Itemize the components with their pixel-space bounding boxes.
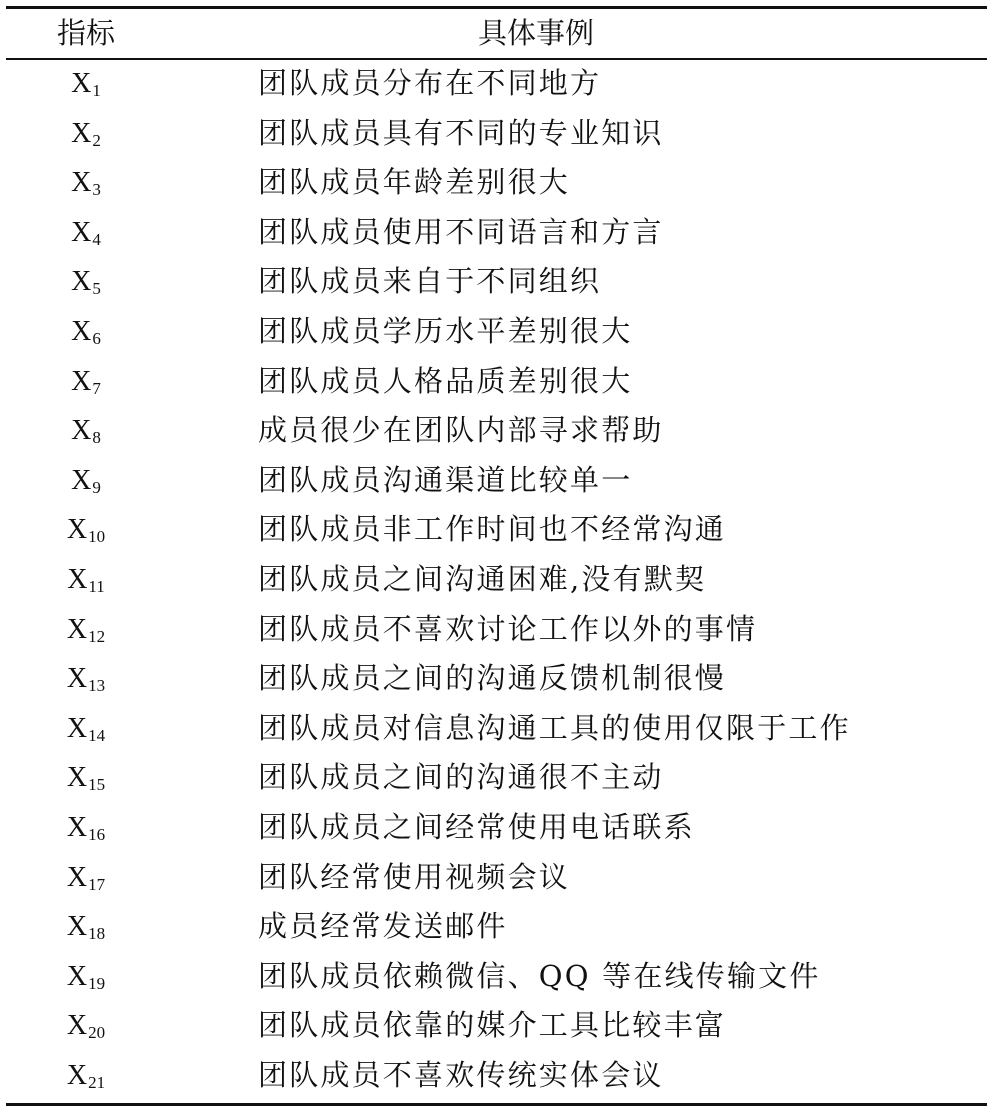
row-indicator <box>6 208 166 258</box>
row-example: 成员很少在团队内部寻求帮助 <box>258 413 664 448</box>
indicator-base: X <box>66 811 88 843</box>
header-indicator: 指标 <box>56 16 115 50</box>
indicator-subscript: 2 <box>92 130 101 150</box>
indicator-subscript: 3 <box>92 180 101 200</box>
indicator-subscript: 17 <box>88 874 106 894</box>
row-indicator <box>6 853 166 903</box>
row-example: 团队成员不喜欢传统实体会议 <box>258 1057 664 1092</box>
row-example: 团队成员具有不同的专业知识 <box>258 115 664 150</box>
indicator-subscript: 21 <box>88 1072 106 1092</box>
row-example: 团队成员依靠的媒介工具比较丰富 <box>258 1008 727 1043</box>
indicator-base: X <box>71 117 92 149</box>
indicator-base: X <box>66 911 88 943</box>
row-indicator <box>6 803 166 853</box>
indicator-base: X <box>66 762 88 794</box>
row-example: 团队成员之间的沟通很不主动 <box>258 760 664 795</box>
row-example: 团队成员来自于不同组织 <box>258 264 602 299</box>
row-example: 团队成员之间沟通困难,没有默契 <box>258 561 707 596</box>
indicator-base: X <box>71 315 92 347</box>
indicator-subscript: 1 <box>92 81 101 100</box>
indicator-subscript: 6 <box>92 328 101 348</box>
indicator-base: X <box>66 514 88 546</box>
table-row <box>6 555 987 605</box>
indicator-subscript: 20 <box>88 1023 106 1043</box>
indicator-subscript: 9 <box>92 477 101 497</box>
row-indicator <box>6 505 166 555</box>
row-indicator <box>6 1051 166 1101</box>
table-row <box>6 853 987 903</box>
row-example: 团队成员使用不同语言和方言 <box>258 214 664 249</box>
table-row <box>6 208 987 258</box>
indicator-subscript: 11 <box>88 576 105 596</box>
indicator-subscript: 18 <box>88 924 106 944</box>
table-row <box>6 257 987 307</box>
row-indicator <box>6 704 166 754</box>
indicator-subscript: 10 <box>88 527 106 547</box>
indicator-base: X <box>66 1010 88 1042</box>
row-indicator <box>6 952 166 1002</box>
row-indicator <box>6 109 166 159</box>
indicator-base: X <box>67 563 88 595</box>
table-row <box>6 357 987 407</box>
row-example: 团队成员人格品质差别很大 <box>258 363 633 398</box>
indicator-base: X <box>66 960 88 992</box>
indicator-base: X <box>71 216 92 248</box>
table-body <box>6 59 987 1100</box>
row-indicator <box>6 654 166 704</box>
indicator-base: X <box>71 365 92 397</box>
indicator-base: X <box>71 266 92 298</box>
table-row <box>6 1051 987 1101</box>
row-example: 团队成员非工作时间也不经常沟通 <box>258 512 727 547</box>
row-example: 团队经常使用视频会议 <box>258 859 571 894</box>
row-indicator <box>6 59 166 109</box>
indicator-subscript: 19 <box>88 973 106 993</box>
row-example: 团队成员年龄差别很大 <box>258 165 571 200</box>
row-indicator <box>6 555 166 605</box>
row-example: 团队成员之间的沟通反馈机制很慢 <box>258 661 727 696</box>
row-indicator <box>6 307 166 357</box>
table-row <box>6 307 987 357</box>
row-indicator <box>6 456 166 506</box>
row-indicator <box>6 902 166 952</box>
row-indicator <box>6 357 166 407</box>
indicator-subscript: 16 <box>88 824 106 844</box>
indicator-base: X <box>66 613 88 645</box>
row-example: 团队成员之间经常使用电话联系 <box>258 809 695 844</box>
table-row <box>6 902 987 952</box>
indicator-subscript: 15 <box>88 775 106 795</box>
row-indicator <box>6 753 166 803</box>
indicator-base: X <box>71 167 92 199</box>
row-indicator <box>6 1001 166 1051</box>
row-indicator <box>6 158 166 208</box>
row-indicator <box>6 605 166 655</box>
row-indicator <box>6 257 166 307</box>
indicator-subscript: 7 <box>92 378 101 398</box>
table-row <box>6 158 987 208</box>
row-example: 团队成员沟通渠道比较单一 <box>258 462 633 497</box>
indicator-base: X <box>66 1059 88 1091</box>
indicator-subscript: 8 <box>92 428 101 448</box>
table-row <box>6 605 987 655</box>
table-row <box>6 109 987 159</box>
table-row <box>6 59 987 109</box>
row-example: 团队成员对信息沟通工具的使用仅限于工作 <box>258 710 851 745</box>
table-row <box>6 456 987 506</box>
indicator-base: X <box>66 712 88 744</box>
table-row <box>6 952 987 1002</box>
table-row <box>6 654 987 704</box>
row-indicator <box>6 406 166 456</box>
indicator-base: X <box>66 861 88 893</box>
table-row <box>6 704 987 754</box>
table-row <box>6 803 987 853</box>
row-example: 团队成员不喜欢讨论工作以外的事情 <box>258 611 758 646</box>
row-example: 成员经常发送邮件 <box>258 909 508 944</box>
table-header <box>6 9 987 58</box>
table-row <box>6 753 987 803</box>
indicator-base: X <box>71 464 92 496</box>
table-bottom-rule <box>6 1103 987 1106</box>
row-example: 团队成员学历水平差别很大 <box>258 313 633 348</box>
indicator-subscript: 12 <box>88 626 106 646</box>
table-row <box>6 505 987 555</box>
indicator-subscript: 5 <box>92 279 101 299</box>
header-example: 具体事例 <box>477 16 594 50</box>
indicator-subscript: 14 <box>88 725 106 745</box>
indicator-base: X <box>66 663 88 695</box>
row-example: 团队成员分布在不同地方 <box>258 66 602 100</box>
table-row <box>6 1001 987 1051</box>
indicator-base: X <box>71 68 92 99</box>
row-example: 团队成员依赖微信、QQ 等在线传输文件 <box>258 958 821 993</box>
indicator-base: X <box>71 415 92 447</box>
indicator-subscript: 13 <box>88 676 106 696</box>
table-row <box>6 406 987 456</box>
indicator-subscript: 4 <box>92 229 101 249</box>
